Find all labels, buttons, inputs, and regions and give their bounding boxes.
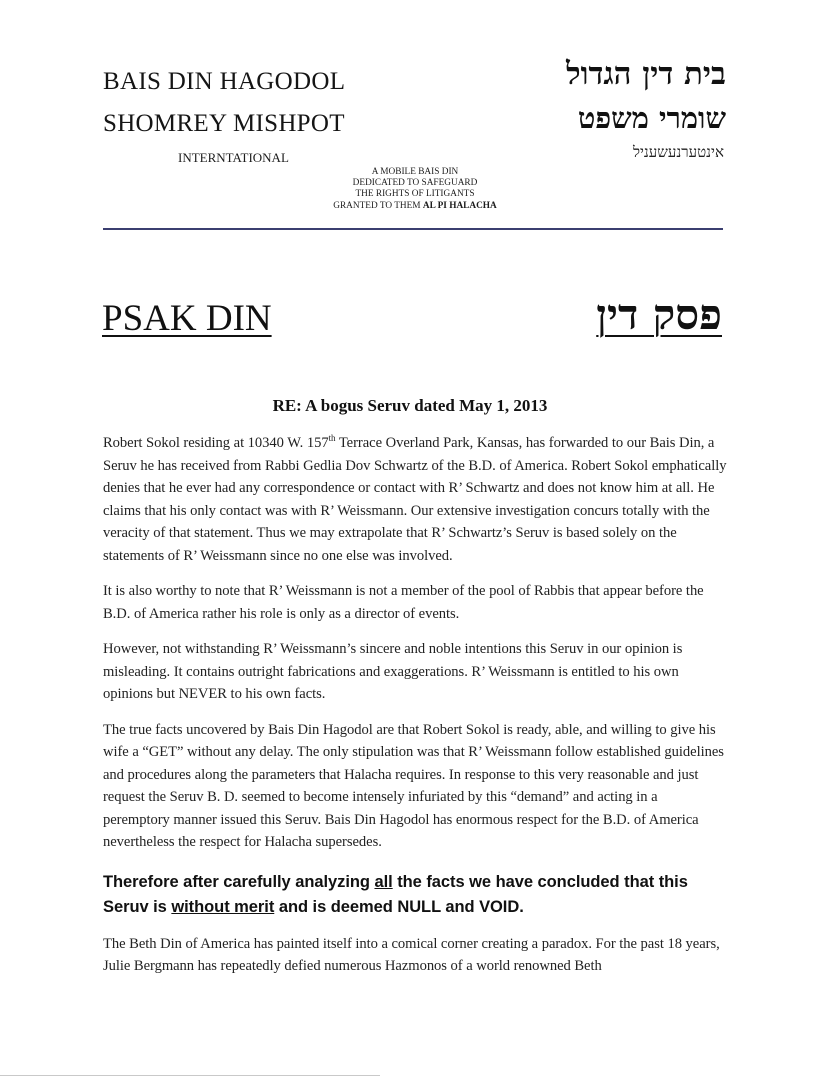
conclusion-text-1: Therefore after carefully analyzing [103,872,375,891]
document-body [103,432,727,991]
org-hebrew-line-1: בית דין הגדול [566,56,726,92]
mission-line: THE RIGHTS OF LITIGANTS [355,189,475,200]
title-hebrew: פסק דין [596,290,722,339]
paragraph-5: The Beth Din of America has painted itself into a comical corner creating a paradox. For the past 18 years, Julie Bergmann has repeatedly defied numerous Hazmonos of a world renowned Beth [103,935,720,974]
org-hebrew-line-3: אינטערנעשעניל [632,143,724,161]
p1-text-a: Robert Sokol residing at 10340 W. 157 [103,435,329,451]
mission-line: A MOBILE BAIS DIN [371,167,459,177]
conclusion-paragraph [103,870,727,920]
paragraph-4: The true facts uncovered by Bais Din Hagodol are that Robert Sokol is ready, able, and willing to give his wife a “GET” without any delay. The only stipulation was that R’ Weissmann follow established guidelines and procedures along the parameters that Halacha requires. In response to this very reasonable and just request the Seruv B. D. seemed to become intensely infuriated by this “demand” and acting in a peremptory manner issued this Seruv. Bais Din Hagodol has enormous respect for the B.D. of America nevertheless the respect for Halacha supersedes. [103,721,724,850]
mission-line: DEDICATED TO SAFEGUARD [352,178,478,189]
conclusion-all: all [374,872,393,891]
paragraph-1 [103,432,727,567]
org-name-line-3: INTERNTATIONAL [178,150,289,165]
mission-last-bold: AL PI HALACHA [422,200,497,211]
letterhead-divider [103,228,723,230]
org-name-line-1: BAIS DIN HAGODOL [103,68,346,95]
org-name-line-2: SHOMREY MISHPOT [103,110,345,137]
org-hebrew-line-2: שומרי משפט [577,101,726,135]
p1-text-b: Terrace Overland Park, Kansas, has forwarded to our Bais Din, a Seruv he has received from Rabbi Gedlia Dov Schwartz of the B.D. of America. Robert Sokol emphatically denies that he ever had any correspondence or contact with R’ Schwartz and does not know him at all. He claims that his only contact was with R’ Weissmann. Our extensive investigation concurs totally with the veracity of that statement. Thus we may extrapolate that R’ Schwartz’s Seruv is based solely on the statements of R’ Weissmann since no one else was involved. [103,435,727,564]
mission-last-prefix: GRANTED TO THEM [333,200,423,211]
title-english: PSAK DIN [102,298,272,339]
conclusion-text-3: and is deemed NULL and VOID. [274,897,524,916]
paragraph-2: It is also worthy to note that R’ Weissmann is not a member of the pool of Rabbis that appear before the B.D. of America rather his role is only as a director of events. [103,583,704,622]
scan-edge-line [0,1075,380,1076]
mission-line [300,201,530,212]
conclusion-merit: without merit [171,897,275,916]
conclusion-text-2: the facts we have concluded that this Seruv is [103,872,688,916]
p1-superscript: th [328,433,336,444]
mission-statement [300,167,530,212]
paragraph-3: However, not withstanding R’ Weissmann’s sincere and noble intentions this Seruv in our opinion is misleading. It contains outright fabrications and exaggerations. R’ Weissmann is entitled to his own opinions but NEVER to his own facts. [103,641,683,702]
subject-line: RE: A bogus Seruv dated May 1, 2013 [272,396,548,415]
